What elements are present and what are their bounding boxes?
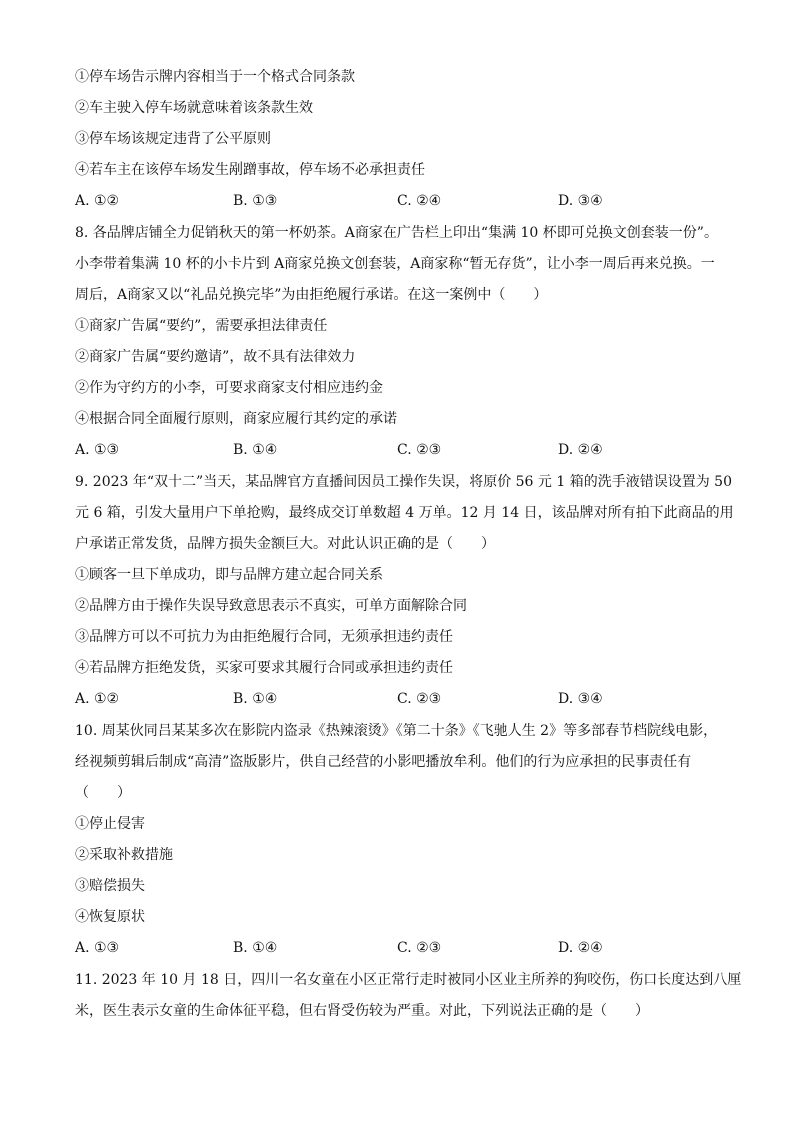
q10-option-c: C. ②③: [397, 940, 442, 956]
q8-stem-line-3: 周后，A商家又以“礼品兑换完毕”为由拒绝履行承诺。在这一案例中（ ）: [75, 287, 548, 303]
q8-statement-4: ④根据合同全面履行原则，商家应履行其约定的承诺: [75, 411, 397, 427]
q10-statement-1: ①停止侵害: [75, 816, 145, 832]
q10-stem-line-2: 经视频剪辑后制成“高清”盗版影片，供自己经营的小影吧播放牟利。他们的行为应承担的民事责任有: [75, 754, 692, 770]
q10-stem-line-3: （ ）: [75, 785, 131, 801]
q8-statement-3: ②作为守约方的小李，可要求商家支付相应违约金: [75, 380, 383, 396]
q8-statement-1: ①商家广告属“要约”，需要承担法律责任: [75, 318, 328, 334]
q7-options: [75, 192, 725, 210]
q10-stem-line-1: 10. 周某伙同吕某某多次在影院内盗录《热辣滚烫》《第二十条》《飞驰人生 2》等多部春节档院线电影，: [75, 723, 718, 739]
q7-statement-3: ③停车场该规定违背了公平原则: [75, 131, 271, 147]
q9-stem-line-3: 户承诺正常发货，品牌方损失金额巨大。对此认识正确的是（ ）: [75, 536, 495, 552]
q9-option-a: A. ①②: [75, 691, 120, 707]
q10-option-b: B. ①④: [233, 940, 278, 956]
q9-statement-1: ①顾客一旦下单成功，即与品牌方建立起合同关系: [75, 567, 383, 583]
q8-option-c: C. ②③: [397, 442, 442, 458]
q9-stem-line-1: 9. 2023 年“双十二”当天，某品牌官方直播间因员工操作失误，将原价 56 元 1 箱的洗手液错误设置为 50: [75, 474, 732, 490]
q8-option-a: A. ①③: [75, 442, 120, 458]
q7-option-a: A. ①②: [75, 193, 120, 209]
q7-statement-4: ④若车主在该停车场发生剐蹭事故，停车场不必承担责任: [75, 162, 425, 178]
q8-stem-line-2: 小李带着集满 10 杯的小卡片到 A商家兑换文创套装，A商家称“暂无存货”，让小李一周后再来兑换。一: [75, 256, 715, 272]
q7-option-b: B. ①③: [233, 193, 278, 209]
q8-options: [75, 441, 725, 459]
q11-stem-line-2: 米，医生表示女童的生命体征平稳，但右肾受伤较为严重。对此，下列说法正确的是（ ）: [75, 1003, 649, 1019]
q9-stem-line-2: 元 6 箱，引发大量用户下单抢购，最终成交订单数超 4 万单。12 月 14 日，该品牌对所有拍下此商品的用: [75, 505, 734, 521]
q9-statement-4: ④若品牌方拒绝发货，买家可要求其履行合同或承担违约责任: [75, 660, 453, 676]
q10-options: [75, 939, 725, 957]
q10-option-a: A. ①③: [75, 940, 120, 956]
q8-stem-line-1: 8. 各品牌店铺全力促销秋天的第一杯奶茶。A商家在广告栏上印出“集满 10 杯即可兑换文创套装一份”。: [75, 225, 718, 241]
q9-statement-2: ②品牌方由于操作失误导致意思表示不真实，可单方面解除合同: [75, 598, 467, 614]
q11-stem-line-1: 11. 2023 年 10 月 18 日，四川一名女童在小区正常行走时被同小区业主所养的狗咬伤，伤口长度达到八厘: [75, 972, 742, 988]
q10-statement-4: ④恢复原状: [75, 909, 145, 925]
q8-option-b: B. ①④: [233, 442, 278, 458]
q9-options: [75, 690, 725, 708]
q10-option-d: D. ②④: [558, 940, 603, 956]
q7-option-d: D. ③④: [558, 193, 603, 209]
q9-option-b: B. ①④: [233, 691, 278, 707]
q9-option-c: C. ②③: [397, 691, 442, 707]
q10-statement-3: ③赔偿损失: [75, 878, 145, 894]
q10-statement-2: ②采取补救措施: [75, 847, 173, 863]
q7-option-c: C. ②④: [397, 193, 442, 209]
q7-statement-2: ②车主驶入停车场就意味着该条款生效: [75, 100, 313, 116]
q7-statement-1: ①停车场告示牌内容相当于一个格式合同条款: [75, 69, 355, 85]
q8-statement-2: ②商家广告属“要约邀请”，故不具有法律效力: [75, 349, 356, 365]
q9-option-d: D. ③④: [558, 691, 603, 707]
q8-option-d: D. ②④: [558, 442, 603, 458]
q9-statement-3: ③品牌方可以不可抗力为由拒绝履行合同，无须承担违约责任: [75, 629, 453, 645]
